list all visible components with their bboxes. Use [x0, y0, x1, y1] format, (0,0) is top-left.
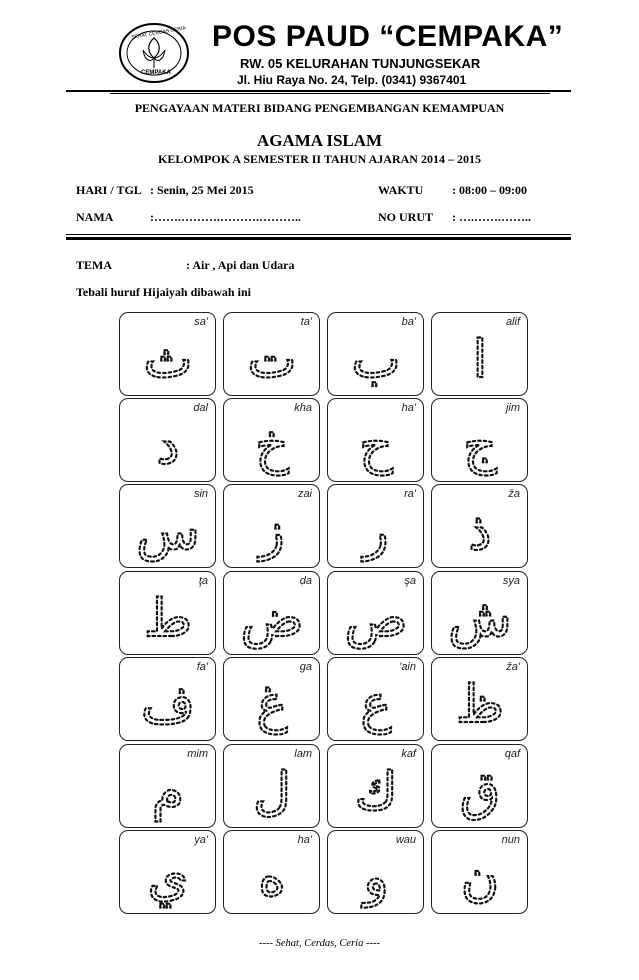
letter-card — [327, 312, 424, 396]
letter-glyph: ح — [359, 416, 393, 476]
letter-glyph: ه — [258, 848, 286, 908]
letter-name: zai — [297, 488, 312, 500]
letter-name: kaf — [401, 748, 416, 760]
letter-name: nun — [501, 834, 520, 846]
letter-name: şa — [404, 575, 416, 587]
letter-tracing-glyph[interactable] — [120, 745, 217, 829]
name-label: NAMA — [76, 210, 114, 224]
document-title: PENGAYAAN MATERI BIDANG PENGEMBANGAN KEMAMPUAN — [134, 101, 505, 115]
letter-name: ba' — [401, 316, 416, 328]
letter-glyph: ذ — [468, 502, 492, 562]
letter-name: ḍa — [299, 575, 312, 587]
letter-tracing-glyph[interactable] — [432, 313, 529, 397]
letter-glyph: ف — [141, 675, 195, 735]
day-label: HARI / TGL — [76, 183, 142, 197]
letter-tracing-glyph[interactable] — [328, 745, 425, 829]
theme-label: TEMA — [76, 258, 112, 272]
letter-card — [431, 830, 528, 914]
instruction-text: Tebali huruf Hijaiyah dibawah ini — [76, 285, 251, 299]
footer-slogan: ---- Sehat, Cerdas, Ceria ---- — [259, 938, 380, 949]
letter-glyph: خ — [255, 416, 289, 476]
letter-tracing-glyph[interactable] — [224, 485, 321, 569]
letter-glyph: ل — [253, 762, 291, 822]
letter-card — [327, 744, 424, 828]
letter-card — [223, 744, 320, 828]
letter-tracing-glyph[interactable] — [432, 399, 529, 483]
letter-glyph: ش — [448, 589, 512, 649]
time-value: : 08:00 – 09:00 — [452, 183, 527, 197]
letter-name: ga — [299, 661, 312, 673]
letter-tracing-glyph[interactable] — [224, 658, 321, 742]
letter-card — [431, 398, 528, 482]
name-field[interactable]: :…….……….……….……….. — [150, 210, 301, 224]
letter-card — [431, 312, 528, 396]
letter-name: ža — [508, 488, 520, 500]
letter-glyph: غ — [256, 675, 288, 735]
letter-name: ža' — [506, 661, 520, 673]
letter-tracing-glyph[interactable] — [328, 658, 425, 742]
school-name: POS PAUD “CEMPAKA” — [212, 20, 564, 53]
letter-card — [119, 484, 216, 568]
letter-tracing-glyph[interactable] — [224, 572, 321, 656]
letter-card — [223, 312, 320, 396]
theme-value: : Air , Api dan Udara — [186, 258, 295, 272]
letter-name: lam — [294, 748, 312, 760]
letter-name: ya' — [194, 834, 208, 846]
letter-card — [119, 571, 216, 655]
letter-glyph: و — [363, 848, 389, 908]
letter-card — [223, 571, 320, 655]
letter-card — [327, 398, 424, 482]
letter-name: ra' — [404, 488, 416, 500]
letter-glyph: ث — [143, 330, 193, 390]
letter-name: ha' — [297, 834, 312, 846]
letter-glyph: ع — [360, 675, 392, 735]
letter-glyph: ض — [240, 589, 304, 649]
letter-card — [223, 830, 320, 914]
letter-glyph: ط — [143, 589, 193, 649]
letter-tracing-glyph[interactable] — [224, 399, 321, 483]
letter-name: 'ain — [399, 661, 416, 673]
time-label: WAKTU — [378, 183, 424, 197]
letter-name: ta' — [300, 316, 312, 328]
letter-card — [327, 484, 424, 568]
letter-tracing-glyph[interactable] — [432, 658, 529, 742]
letter-glyph: ي — [147, 848, 189, 908]
number-field[interactable]: : ….…….…….. — [452, 210, 531, 224]
letter-card — [119, 744, 216, 828]
letter-tracing-glyph[interactable] — [328, 313, 425, 397]
letter-name: wau — [395, 834, 416, 846]
letter-tracing-glyph[interactable] — [120, 399, 217, 483]
letter-glyph: س — [136, 502, 200, 562]
letter-card — [119, 398, 216, 482]
letter-glyph: ظ — [455, 675, 505, 735]
number-label: NO URUT — [378, 210, 434, 224]
letter-name: ha' — [401, 402, 416, 414]
letter-card — [327, 657, 424, 741]
letter-name: alif — [505, 316, 520, 328]
letter-name: sin — [193, 488, 208, 500]
letter-name: sa' — [194, 316, 208, 328]
letter-glyph: م — [151, 762, 185, 822]
letter-tracing-glyph[interactable] — [328, 399, 425, 483]
letter-name: sya — [502, 575, 520, 587]
letter-card — [119, 657, 216, 741]
letter-card — [327, 571, 424, 655]
letter-card — [431, 484, 528, 568]
fields-divider-thick — [66, 237, 571, 240]
letter-card — [223, 398, 320, 482]
letter-tracing-glyph[interactable] — [328, 831, 425, 915]
header-divider — [66, 90, 571, 92]
letter-name: jim — [505, 402, 520, 414]
letter-tracing-glyph[interactable] — [120, 658, 217, 742]
letter-tracing-glyph[interactable] — [224, 831, 321, 915]
address-line-2: Jl. Hiu Raya No. 24, Telp. (0341) 9367401 — [237, 73, 467, 87]
letter-tracing-glyph[interactable] — [328, 485, 425, 569]
school-logo — [117, 22, 191, 84]
address-line-1: RW. 05 KELURAHAN TUNJUNGSEKAR — [240, 56, 481, 71]
subject-title: AGAMA ISLAM — [256, 131, 383, 150]
letter-glyph: ق — [459, 762, 501, 822]
letter-card — [119, 830, 216, 914]
letter-card — [223, 484, 320, 568]
letter-name: kha — [294, 402, 312, 414]
day-value: : Senin, 25 Mei 2015 — [150, 183, 254, 197]
class-info: KELOMPOK A SEMESTER II TAHUN AJARAN 2014 – 2015 — [158, 152, 481, 166]
letter-glyph: ج — [463, 416, 497, 476]
letter-card — [431, 571, 528, 655]
letter-glyph: ا — [472, 330, 488, 390]
letter-tracing-glyph[interactable] — [120, 485, 217, 569]
letter-name: dal — [193, 402, 208, 414]
letter-name: ţa — [198, 575, 208, 587]
letter-glyph: ز — [259, 502, 285, 562]
letter-glyph: ت — [247, 330, 297, 390]
letter-glyph: ص — [344, 589, 408, 649]
letter-card — [327, 830, 424, 914]
letter-tracing-glyph[interactable] — [432, 572, 529, 656]
letter-tracing-glyph[interactable] — [120, 313, 217, 397]
letter-tracing-glyph[interactable] — [224, 745, 321, 829]
letter-card — [119, 312, 216, 396]
letter-glyph: ر — [363, 502, 389, 562]
letter-name: fa' — [196, 661, 208, 673]
letter-tracing-glyph[interactable] — [432, 831, 529, 915]
header-divider-thin — [110, 93, 550, 94]
letter-card — [431, 744, 528, 828]
letter-tracing-glyph[interactable] — [120, 572, 217, 656]
logo-text-bottom: CEMPAKA — [141, 70, 171, 76]
letter-tracing-glyph[interactable] — [328, 572, 425, 656]
letter-name: mim — [187, 748, 208, 760]
letter-card — [223, 657, 320, 741]
letter-tracing-glyph[interactable] — [120, 831, 217, 915]
letter-glyph: د — [156, 416, 180, 476]
letter-name: qaf — [504, 748, 520, 760]
letter-tracing-glyph[interactable] — [432, 485, 529, 569]
fields-divider — [66, 234, 571, 235]
letter-glyph: ك — [354, 762, 398, 822]
letter-glyph: ن — [460, 848, 500, 908]
letter-card — [431, 657, 528, 741]
letter-tracing-glyph[interactable] — [432, 745, 529, 829]
letter-glyph: ب — [351, 330, 401, 390]
logo-text-top: SEHAT CERDAS CERIA — [130, 25, 187, 41]
letter-tracing-glyph[interactable] — [224, 313, 321, 397]
